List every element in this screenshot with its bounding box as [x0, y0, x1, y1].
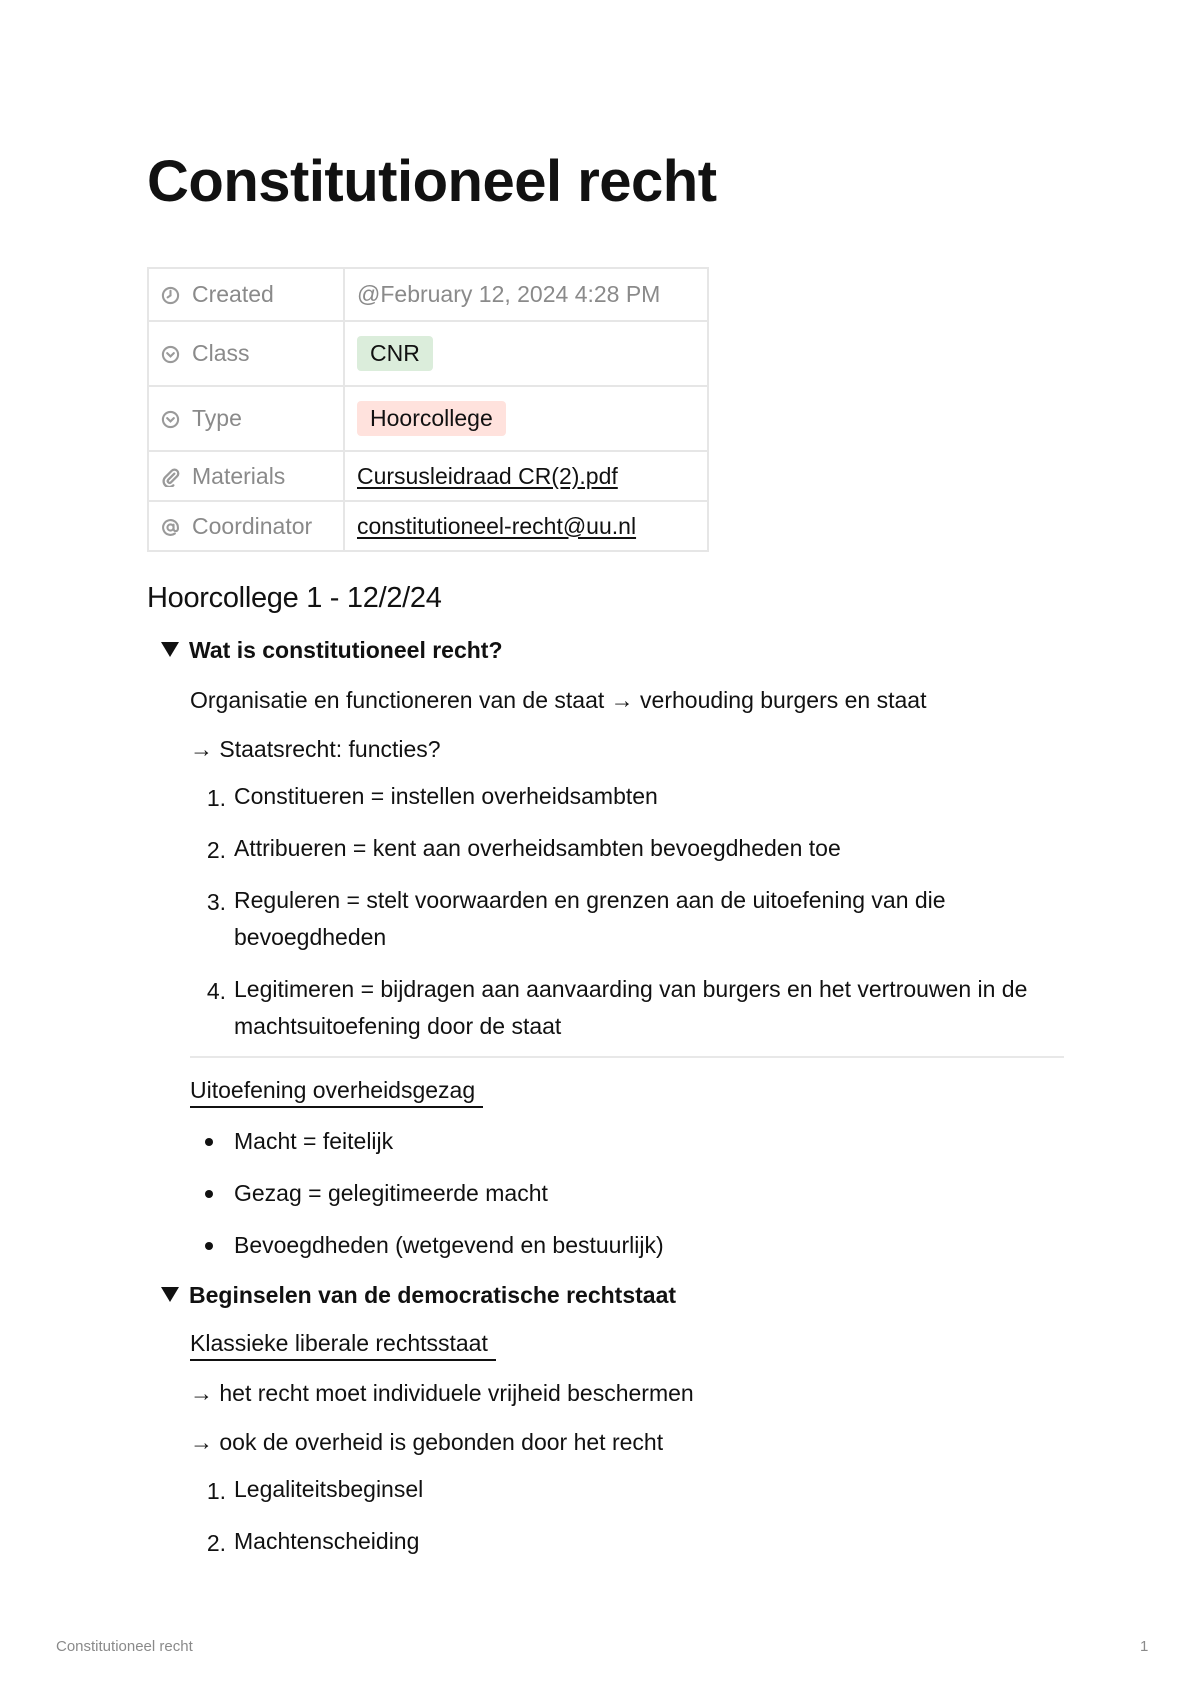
at-icon — [161, 518, 180, 537]
clock-icon — [161, 286, 180, 305]
property-key — [148, 451, 344, 501]
list-item: Legitimeren = bijdragen aan aanvaarding van burgers en het vertrouwen in de machtsuitoefening door de staat — [234, 976, 1028, 1039]
coordinator-value — [344, 501, 708, 551]
property-key-label: Materials — [192, 462, 286, 489]
triangle-down-icon[interactable] — [161, 642, 179, 657]
section-heading: Hoorcollege 1 - 12/2/24 — [147, 582, 442, 614]
property-key — [148, 501, 344, 551]
property-key-label: Created — [192, 281, 274, 307]
property-key — [148, 268, 344, 321]
toggle-title: Wat is constitutioneel recht? — [189, 637, 503, 663]
list-number: 4. — [206, 978, 226, 1004]
paragraph: → ook de overheid is gebonden door het recht — [190, 1429, 664, 1455]
bullet-dot — [205, 1190, 213, 1198]
property-row-materials — [148, 451, 708, 501]
bullet-dot — [205, 1242, 213, 1250]
property-row-coordinator — [148, 501, 708, 551]
property-row-created — [148, 268, 708, 321]
created-value[interactable]: @February 12, 2024 4:28 PM — [344, 268, 708, 321]
list-item: Gezag = gelegitimeerde macht — [234, 1180, 548, 1206]
paragraph: → het recht moet individuele vrijheid beschermen — [190, 1380, 694, 1406]
footer-title: Constitutioneel recht — [56, 1638, 193, 1655]
type-value[interactable] — [344, 386, 708, 451]
divider — [190, 1056, 1064, 1058]
toggle-wat-is-constitutioneel-recht[interactable] — [161, 637, 503, 664]
coordinator-email-link[interactable]: constitutioneel-recht@uu.nl — [357, 512, 637, 539]
paragraph: Organisatie en functioneren van de staat → verhouding burgers en staat — [190, 687, 927, 713]
select-icon — [161, 345, 180, 364]
list-item: Attribueren = kent aan overheidsambten bevoegdheden toe — [234, 835, 841, 861]
list-item: Legaliteitsbeginsel — [234, 1476, 424, 1502]
class-value[interactable] — [344, 321, 708, 386]
property-row-type — [148, 386, 708, 451]
subheading-underlined: Uitoefening overheidsgezag — [190, 1077, 483, 1108]
property-key — [148, 386, 344, 451]
paperclip-icon — [161, 468, 180, 487]
footer-page-number: 1 — [1140, 1638, 1149, 1655]
list-item: Bevoegdheden (wetgevend en bestuurlijk) — [234, 1232, 664, 1258]
page-title: Constitutioneel recht — [147, 149, 717, 214]
type-tag[interactable]: Hoorcollege — [357, 401, 506, 436]
properties-table — [147, 267, 709, 552]
property-key-label: Type — [192, 405, 242, 431]
bullet-dot — [205, 1138, 213, 1146]
materials-file-link[interactable]: Cursusleidraad CR(2).pdf — [357, 462, 618, 489]
property-row-class — [148, 321, 708, 386]
class-tag[interactable]: CNR — [357, 336, 433, 371]
select-icon — [161, 410, 180, 429]
list-item: Constitueren = instellen overheidsambten — [234, 783, 658, 809]
list-number: 1. — [206, 1478, 226, 1504]
paragraph: → Staatsrecht: functies? — [190, 736, 441, 762]
triangle-down-icon[interactable] — [161, 1287, 179, 1302]
property-key-label: Class — [192, 340, 250, 366]
list-number: 2. — [206, 837, 226, 863]
list-number: 3. — [206, 889, 226, 915]
toggle-beginselen-democratische-rechtstaat[interactable] — [161, 1282, 676, 1309]
toggle-title: Beginselen van de democratische rechtstaat — [189, 1282, 677, 1308]
property-key-label: Coordinator — [192, 512, 313, 539]
list-item: Reguleren = stelt voorwaarden en grenzen aan de uitoefening van die bevoegdheden — [234, 887, 946, 950]
property-key — [148, 321, 344, 386]
list-item: Machtenscheiding — [234, 1528, 420, 1554]
materials-value — [344, 451, 708, 501]
list-item: Macht = feitelijk — [234, 1128, 394, 1154]
list-number: 2. — [206, 1530, 226, 1556]
subheading-underlined: Klassieke liberale rechtsstaat — [190, 1330, 496, 1361]
list-number: 1. — [206, 785, 226, 811]
